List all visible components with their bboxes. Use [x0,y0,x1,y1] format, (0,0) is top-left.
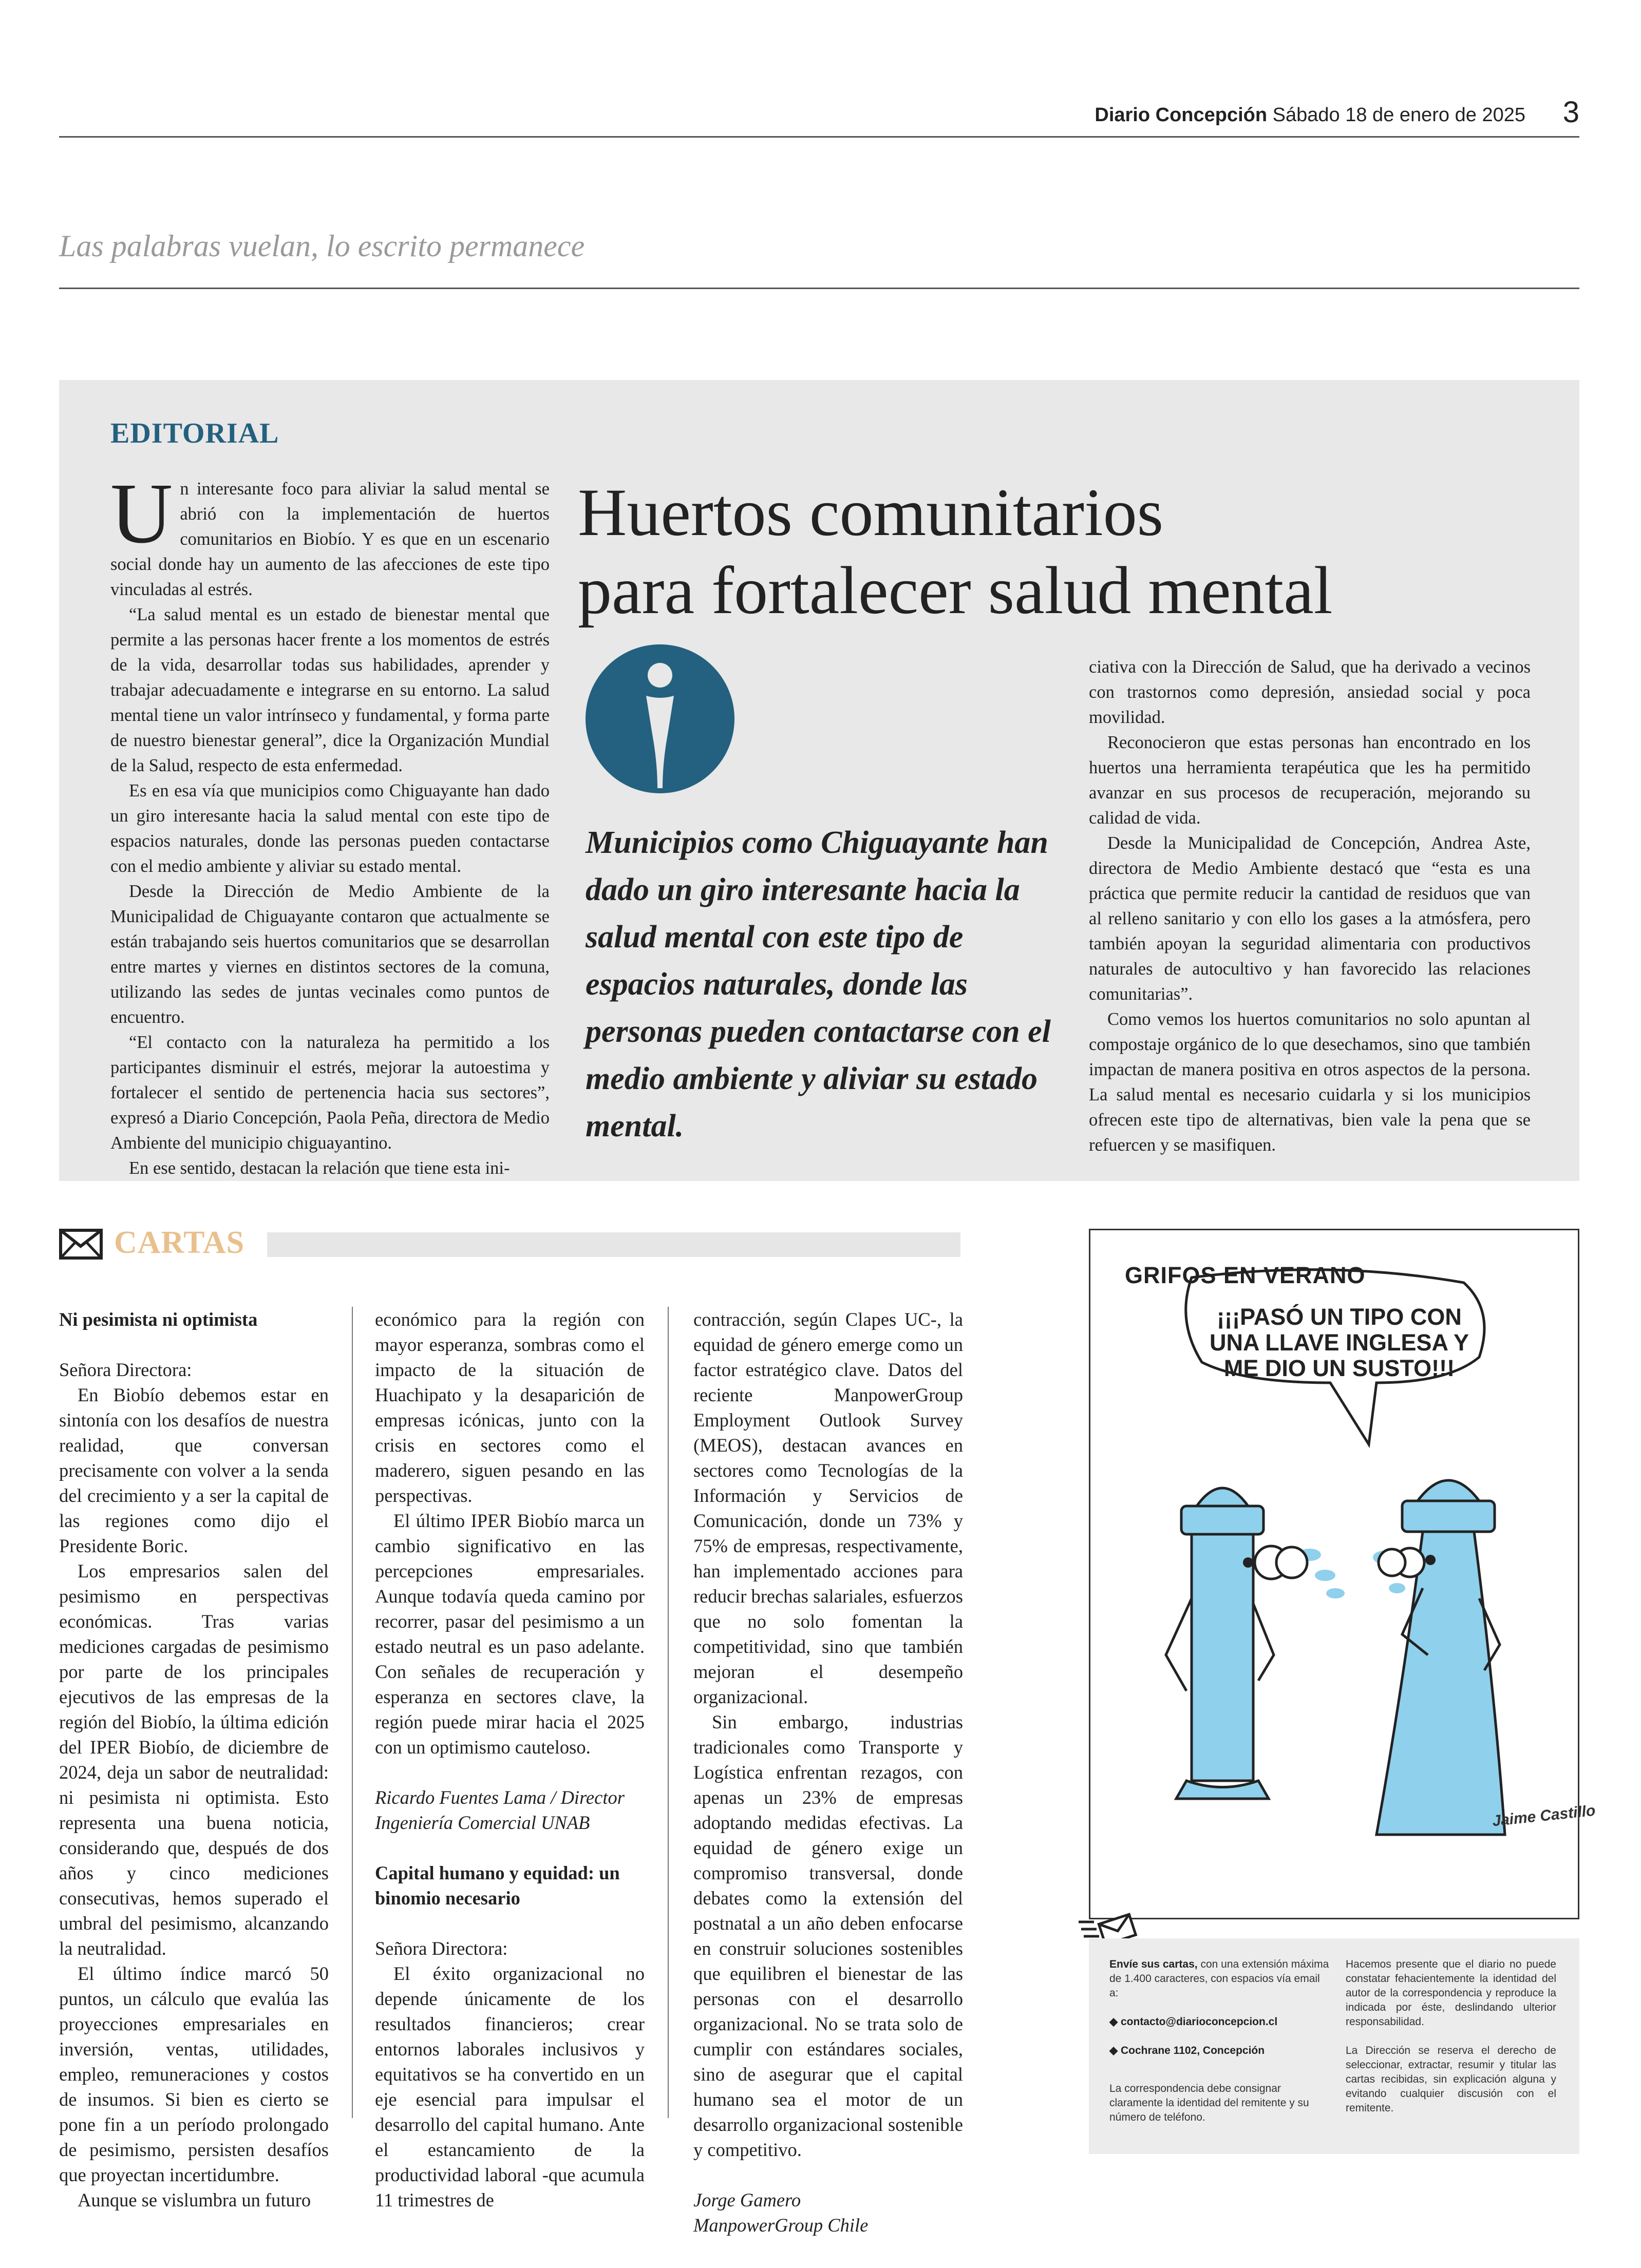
drop-cap: U [110,466,173,561]
editorial-paragraph: Como vemos los huertos comunitarios no solo apuntan al compostaje orgánico de lo que desechamos, sino que también impactan de manera positiva en otros aspectos de la persona. La salud mental es necesario cuidarla y si los municipios ofrecen este tipo de alternativas, bien vale la pena que se refuercen y se masifiquen. [1089,1009,1531,1155]
editorial-pull-quote: Municipios como Chiguayante han dado un giro interesante hacia la salud mental con este tipo de espacios naturales, donde las personas pueden contactarse con el medio ambiente y aliviar su estado mental. [586,825,1051,1143]
letter-paragraph: El último IPER Biobío marca un cambio significativo en las percepciones empresariales. Aunque todavía queda camino por recorrer, pasar del pesimismo a un estado neutral es un paso adelante. Con señales de recuperación y esperanza en sectores clave, la región puede mirar hacia el 2025 con un optimismo cauteloso. [375,1510,645,1758]
submit-email[interactable]: ◆ contacto@diarioconcepcion.cl [1109,2016,1278,2028]
submit-lead: Envíe sus cartas, con una extensión máxima de 1.400 caracteres, con espacios vía email a: [1109,1958,1329,1999]
header-masthead [1095,104,1525,126]
letter-title: Ni pesimista ni optimista [59,1309,258,1330]
cartoon-title: GRIFOS EN VERANO [1125,1262,1366,1288]
publication-name: Diario Concepción [1095,104,1268,126]
letter-salutation: Señora Directora: [375,1938,508,1959]
editorial-paragraph: Desde la Municipalidad de Concepción, Andrea Aste, directora de Medio Ambiente destacó que “esta es una práctica que permite reducir la cantidad de residuos que van al relleno sanitario y con ello los gases a la atmósfera, pero también apoyan la seguridad alimentaria con productivos naturales de autocultivo y han favorecido las relaciones comunitarias”. [1089,833,1531,1004]
submit-instructions [1109,1957,1330,2125]
letters-column-2 [375,1307,645,2213]
letter-paragraph: contracción, según Clapes UC-, la equidad de género emerge como un factor estratégico clave. Datos del reciente ManpowerGroup Employment Outlook Survey (MEOS), destacan avances en sectores como Tecnologías de la Información y Servicios de Comunicación, donde un 73% y 75% de empresas, respectivamente, han implementado acciones para reducir brechas salariales, esfuerzos que no solo fomentan la competitividad, sino que también mejoran el desempeño organizacional. [693,1309,963,1707]
disclaimer-paragraph: Hacemos presente que el diario no puede constatar fehacientemente la identidad del autor de la correspondencia y reproduce la indicada por éste, deslindando ulterior responsabilidad. [1346,1958,1556,2028]
editorial-label: EDITORIAL [110,417,279,449]
hydrant-right [1376,1480,1505,1835]
letter-paragraph: Los empresarios salen del pesimismo en perspectivas económicas. Tras varias mediciones cargadas de pesimismo por parte de los principales ejecutivos de las empresas de la región del Biobío, la última edición del IPER Biobío, de diciembre de 2024, deja un sabor de neutralidad: ni pesimista ni optimista. Esto representa una buena noticia, considerando que, después de dos años y cinco mediciones consecutivas, hemos superado el umbral del pesimismo, alcanzando la neutralidad. [59,1560,329,1959]
water-drop [1315,1570,1335,1581]
page-number: 3 [1562,96,1579,129]
cartas-label: CARTAS [114,1225,245,1260]
letter-paragraph: Aunque se vislumbra un futuro [78,2189,311,2210]
letter-paragraph: económico para la región con mayor esperanza, sombras como el impacto de la situación de Huachipato y la desaparición de empresas icónicas, junto con la crisis en sectores como el maderero, siguen pesando en las perspectivas. [375,1309,645,1506]
editorial-paragraph: Reconocieron que estas personas han encontrado en los huertos una herramienta terapéutica que les ha permitido avanzar en sus procesos de recuperación, mejorando su calidad de vida. [1089,733,1531,828]
section-tagline: Las palabras vuelan, lo escrito permanece [59,229,585,263]
cartas-header-bar [267,1232,960,1257]
letter-paragraph: El éxito organizacional no depende únicamente de los resultados financieros; crear entornos laborales inclusivos y equitativos se ha convertido en un eje esencial para impulsar el desarrollo del capital humano. Ante el estancamiento de la productividad laboral -que acumula 11 trimestres de [375,1963,645,2210]
editorial-paragraph: “La salud mental es un estado de bienestar mental que permite a las personas hacer frente a los momentos de estrés de la vida, desarrollar todas sus habilidades, aprender y trabajar adecuadamente e integrarse en su entorno. La salud mental tiene un valor intrínseco y fundamental, y forma parte de nuestro bienestar general”, dice la Organización Mundial de la Salud, respecto de esta enfermedad. [110,605,550,775]
letter-salutation: Señora Directora: [59,1359,192,1380]
submit-disclaimer [1346,1957,1556,2130]
envelope-icon [59,1229,103,1260]
editorial-title-line: para fortalecer salud mental [578,552,1333,628]
editorial-title [578,473,1554,630]
column-divider [668,1307,669,2118]
letter-paragraph: En Biobío debemos estar en sintonía con los desafíos de nuestra realidad, que conversan precisamente con volver a la senda del crecimiento y a ser la capital de las regiones como dijo el Presidente Boric. [59,1384,329,1556]
cartoon-speech: ¡¡¡PASÓ UN TIPO CON UNA LLAVE INGLESA Y ME DIO UN SUSTO!!! [1209,1304,1469,1381]
column-divider [352,1307,353,2118]
disclaimer-paragraph: La Dirección se reserva el derecho de seleccionar, extractar, resumir y titular las cartas recibidas, sin explicación alguna y evitando cualquier discusión con el remitente. [1346,2045,1556,2114]
header-rule [59,136,1579,138]
letter-paragraph: Sin embargo, industrias tradicionales como Transporte y Logística enfrentan rezagos, con apenas un 23% de empresas adoptando medidas efectivas. La equidad de género exige un compromiso transversal, donde debates como la extensión del postnatal a un año deben enfocarse en construir soluciones sostenibles que equilibren el bienestar de las personas con el desarrollo organizacional. No se trata solo de cumplir con estándares sociales, sino de asegurar que el capital humano sea el motor de un desarrollo organizacional sostenible y competitivo. [693,1711,963,2160]
water-drop [1326,1588,1345,1598]
editorial-column-1 [110,466,550,1181]
letters-column-3 [693,1307,963,2238]
letter-signature-name: Jorge Gamero [693,2189,801,2210]
water-drop [1389,1583,1405,1593]
tagline-rule [59,288,1579,289]
hydrant-left [1166,1488,1307,1799]
editorial-paragraph: “El contacto con la naturaleza ha permitido a los participantes disminuir el estrés, mejorar la autoestima y fortalecer el sentido de pertenencia hacia sus sectores”, expresó a Diario Concepción, Paola Peña, directora de Medio Ambiente del municipio chiguayantino. [110,1033,550,1153]
editorial-paragraph: ciativa con la Dirección de Salud, que ha derivado a vecinos con trastornos como depresión, ansiedad social y poca movilidad. [1089,657,1531,727]
letter-signature: Ricardo Fuentes Lama / Director Ingeniería Comercial UNAB [375,1787,625,1833]
editorial-paragraph: En ese sentido, destacan la relación que tiene esta ini- [129,1158,510,1178]
page-header [59,96,1579,136]
editorial-paragraph: Desde la Dirección de Medio Ambiente de la Municipalidad de Chiguayante contaron que actualmente se están trabajando seis huertos comunitarios que se desarrollan entre martes y viernes en distintos sectores de la comuna, utilizando las sedes de juntas vecinales como puntos de encuentro. [110,882,550,1027]
letter-signature-org: ManpowerGroup Chile [693,2215,869,2236]
publication-date: Sábado 18 de enero de 2025 [1272,104,1525,126]
editorial-paragraph: Un interesante foco para aliviar la salud mental se abrió con la implementación de huertos comunitarios en Biobío. Y es que en un escenario social donde hay un aumento de las afecciones de este tipo vinculadas al estrés. [110,466,550,599]
letters-column-1 [59,1307,329,2213]
editorial-title-line: Huertos comunitarios [578,474,1164,550]
submit-address: ◆ Cochrane 1102, Concepción [1109,2045,1265,2056]
submit-note: La correspondencia debe consignar claramente la identidad del remitente y su número de teléfono. [1109,2083,1309,2123]
cartoon-signature: Jaime Castillo [1491,1802,1596,1830]
editorial-column-3 [1089,655,1531,1158]
editorial-paragraph: Es en esa vía que municipios como Chiguayante han dado un giro interesante hacia la salud mental con este tipo de espacios naturales, donde las personas pueden contactarse con el medio ambiente y aliviar su estado mental. [110,781,550,876]
info-icon [586,644,734,793]
letter-paragraph: El último índice marcó 50 puntos, un cálculo que evalúa las proyecciones empresariales en inversión, ventas, utilidades, empleo, remuneraciones y costos de insumos. Si bien es cierto se pone fin a un período prolongado de pesimismo, persisten desafíos que proyectan incertidumbre. [59,1963,329,2185]
letter-title: Capital humano y equidad: un binomio necesario [375,1862,620,1909]
